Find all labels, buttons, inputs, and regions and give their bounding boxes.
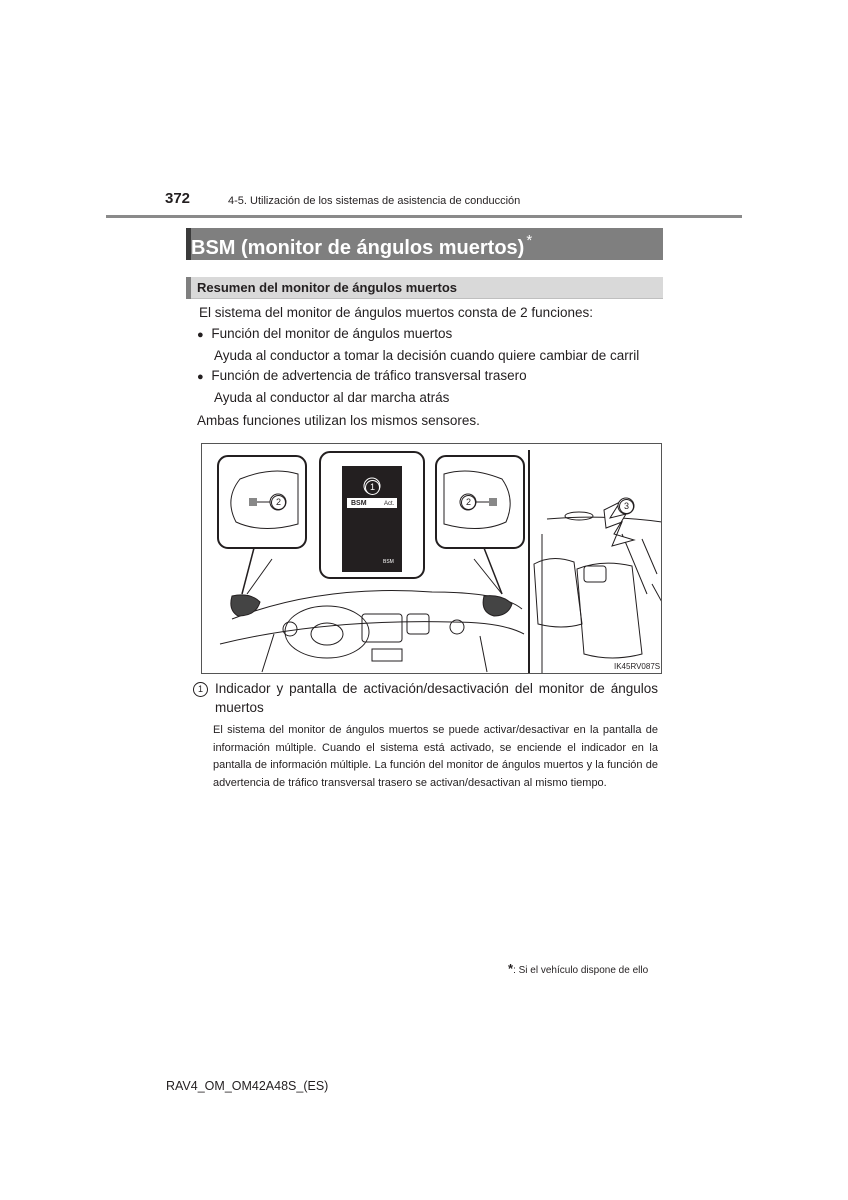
note-paragraph: El sistema del monitor de ángulos muertos se puede activar/desactivar en la pantalla de información múltiple. Cuando el sistema está activado, se enciende el indicador en la pantalla de información múltiple. La función del monitor de ángulos muertos y la función de advertencia de tráfico transversal trasero se activan/desactivan al mismo tiempo. bbox=[213, 724, 658, 789]
figure-code: IK45RV087S bbox=[614, 662, 661, 671]
subheading-accent bbox=[186, 277, 191, 299]
footnote bbox=[508, 961, 648, 976]
callout-1: 1 bbox=[365, 480, 380, 495]
callout-2-right: 2 bbox=[461, 495, 476, 510]
legend-text: Indicador y pantalla de activación/desactivación del monitor de ángulos muertos bbox=[215, 681, 658, 715]
doc-code: RAV4_OM_OM42A48S_(ES) bbox=[166, 1079, 329, 1093]
title-bar bbox=[186, 228, 663, 260]
function-description: Ayuda al conductor al dar marcha atrás bbox=[214, 390, 450, 405]
bullet-icon: ● bbox=[197, 371, 204, 383]
page-title bbox=[191, 232, 532, 260]
illustration bbox=[202, 444, 662, 674]
legend-number: 1 bbox=[193, 682, 208, 697]
callout-3: 3 bbox=[619, 499, 634, 514]
right-mirror-zoom bbox=[436, 456, 524, 594]
footnote-text: : Si el vehículo dispone de ello bbox=[513, 965, 649, 976]
section-path: 4-5. Utilización de los sistemas de asistencia de conducción bbox=[228, 195, 521, 207]
function-name: Función del monitor de ángulos muertos bbox=[211, 326, 453, 341]
function-item bbox=[197, 326, 452, 341]
function-name: Función de advertencia de tráfico transversal trasero bbox=[211, 368, 527, 383]
steering-wheel bbox=[285, 606, 369, 658]
right-mirror bbox=[483, 596, 512, 616]
header-rule bbox=[106, 215, 742, 218]
page-title-text: BSM (monitor de ángulos muertos) bbox=[191, 237, 525, 259]
subheading-bar bbox=[186, 277, 663, 299]
page-number: 372 bbox=[165, 190, 191, 207]
function-description: Ayuda al conductor a tomar la decisión cuando quiere cambiar de carril bbox=[214, 348, 640, 363]
title-asterisk: * bbox=[526, 232, 533, 249]
bullet-icon: ● bbox=[197, 329, 204, 341]
display-small-label: BSM bbox=[383, 559, 394, 565]
console-lines bbox=[262, 634, 487, 672]
callout-2-left: 2 bbox=[271, 495, 286, 510]
display-value: Act. bbox=[384, 501, 395, 507]
rear-interior bbox=[534, 512, 662, 674]
closing-text: Ambas funciones utilizan los mismos sensores. bbox=[197, 413, 480, 428]
left-mirror bbox=[231, 595, 260, 616]
dashboard-lower bbox=[220, 622, 524, 644]
display-label: BSM bbox=[351, 500, 367, 507]
footnote-star: * bbox=[508, 961, 514, 976]
dashboard-outline bbox=[232, 591, 522, 619]
figure bbox=[201, 443, 662, 674]
subheading: Resumen del monitor de ángulos muertos bbox=[197, 280, 458, 295]
intro-text: El sistema del monitor de ángulos muertos consta de 2 funciones: bbox=[199, 305, 593, 320]
function-item bbox=[197, 368, 527, 383]
display-zoom bbox=[320, 452, 424, 578]
